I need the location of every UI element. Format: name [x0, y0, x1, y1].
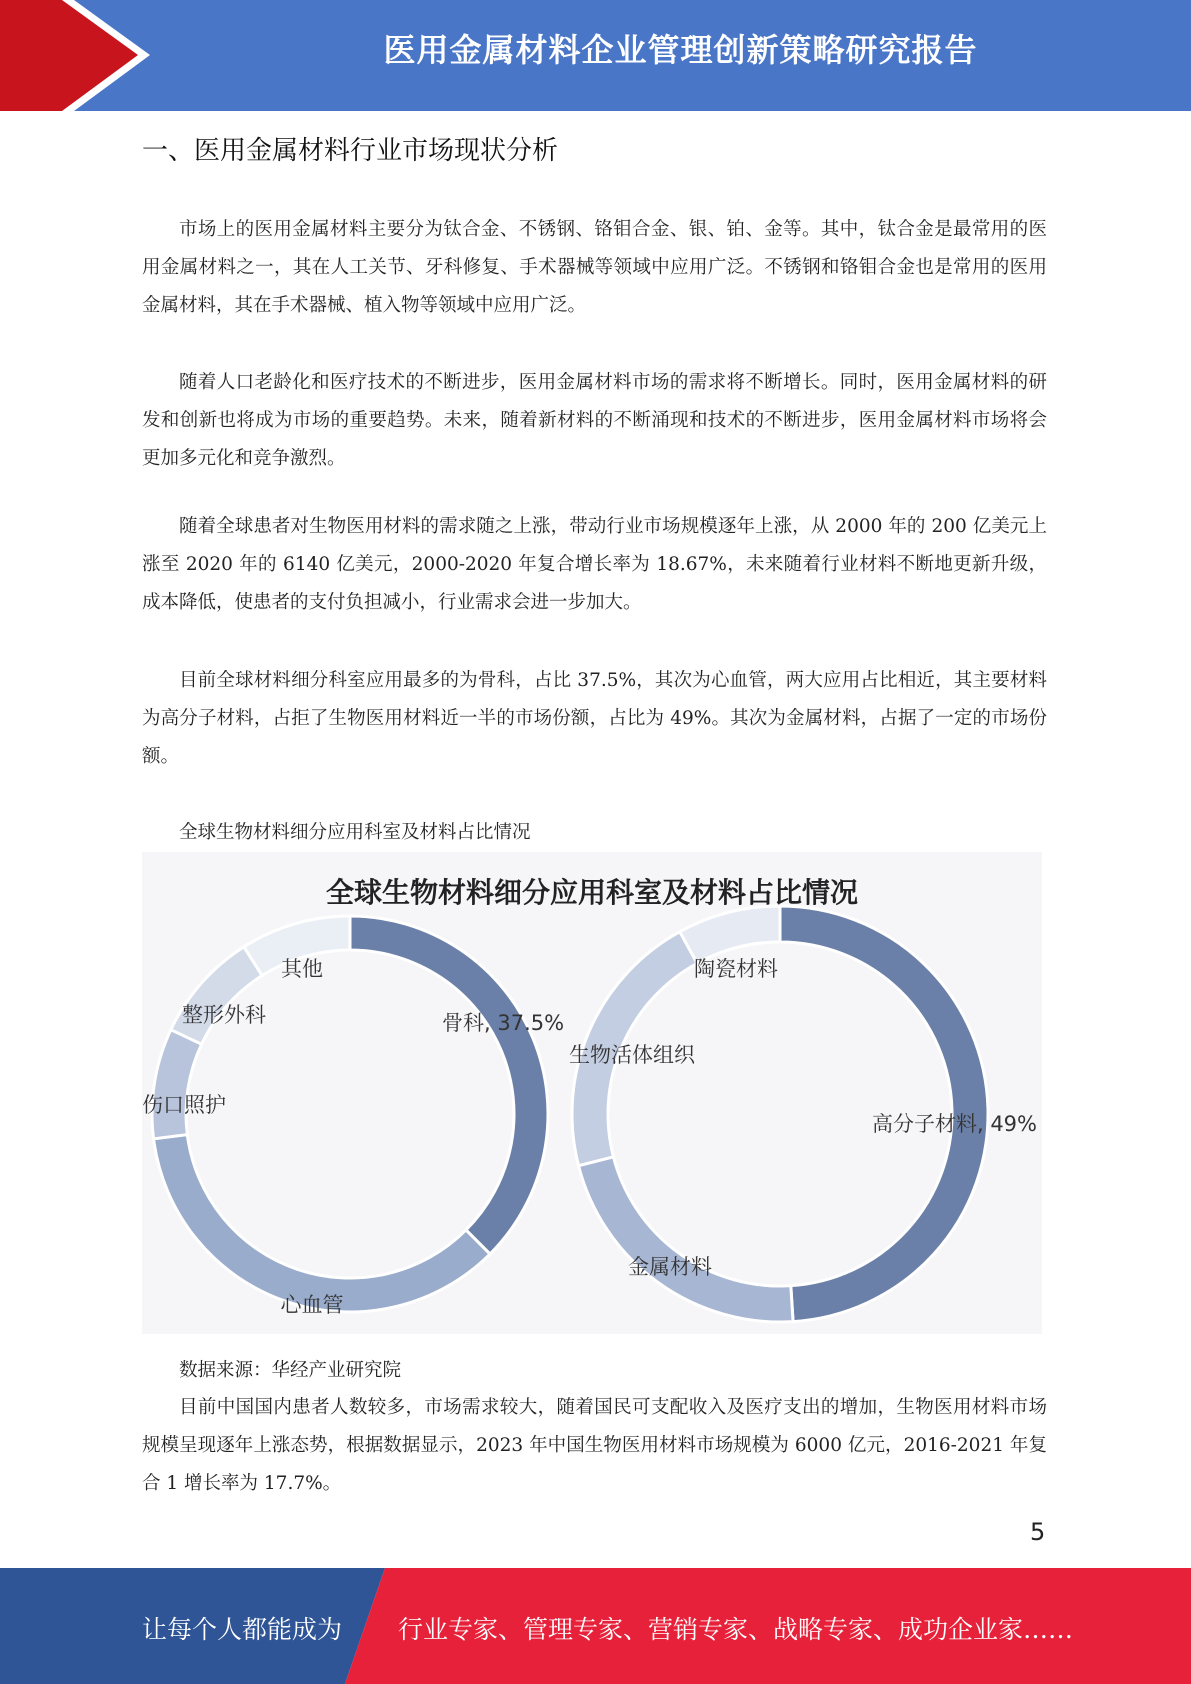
paragraph-4: 目前全球材料细分科室应用最多的为骨科，占比 37.5%，其次为心血管，两大应用占比相近，其主要材料为高分子材料，占拒了生物医用材料近一半的市场份额，占比为 49%。其次为金属材料，占据了一定的市场份额。	[142, 670, 1047, 767]
donut-1-label-5: 其他	[281, 957, 323, 981]
donut-1-label-2: 心血管	[280, 1293, 344, 1317]
donut-2-slice-4	[680, 906, 780, 963]
donut-1-label-4: 整形外科	[182, 1003, 266, 1027]
paragraph-3: 随着全球患者对生物医用材料的需求随之上涨，带动行业市场规模逐年上涨，从 2000 年的 200 亿美元上涨至 2020 年的 6140 亿美元，2000-2020 年复合增长率为 18.67%，未来随着行业材料不断地更新升级，成本降低，使患者的支付负担减小，行业需求会进一步加大。	[142, 516, 1047, 613]
donut-chart-figure	[142, 852, 1042, 1334]
page-number: 5	[1030, 1518, 1046, 1546]
chart-caption: 全球生物材料细分应用科室及材料占比情况	[179, 822, 531, 843]
donut-1-slice-4	[171, 947, 262, 1044]
donut-charts	[142, 852, 1042, 1334]
donut-2-label-1: 高分子材料, 49%	[871, 1112, 1037, 1136]
header-bar	[0, 0, 1191, 111]
donut-2-label-2: 金属材料	[628, 1255, 712, 1279]
donut-2-label-3: 生物活体组织	[569, 1043, 695, 1067]
report-title: 医用金属材料企业管理创新策略研究报告	[383, 31, 978, 69]
data-source: 数据来源：华经产业研究院	[179, 1360, 402, 1381]
donut-2-slice-2	[579, 1157, 794, 1322]
section-heading: 一、医用金属材料行业市场现状分析	[142, 136, 559, 166]
paragraph-2: 随着人口老龄化和医疗技术的不断进步，医用金属材料市场的需求将不断增长。同时，医用金属材料的研发和创新也将成为市场的重要趋势。未来，随着新材料的不断涌现和技术的不断进步，医用金属材料市场将会更加多元化和竞争激烈。	[142, 372, 1047, 469]
chart-title: 全球生物材料细分应用科室及材料占比情况	[325, 876, 859, 909]
footer-banner	[0, 1568, 1191, 1684]
donut-1-slice-2	[154, 1135, 490, 1312]
donut-2-label-4: 陶瓷材料	[694, 957, 778, 981]
donut-1-slice-3	[152, 1030, 202, 1139]
header-chevron-decoration	[0, 0, 160, 111]
donut-1-label-1: 骨科, 37.5%	[442, 1011, 565, 1035]
paragraph-1: 市场上的医用金属材料主要分为钛合金、不锈钢、铬钼合金、银、铂、金等。其中，钛合金是最常用的医用金属材料之一，其在人工关节、牙科修复、手术器械等领域中应用广泛。不锈钢和铬钼合金也是常用的医用金属材料，其在手术器械、植入物等领域中应用广泛。	[142, 219, 1047, 316]
footer-slogan-left: 让每个人都能成为	[142, 1615, 343, 1644]
donut-1-label-3: 伤口照护	[142, 1093, 226, 1117]
donut-1-slice-1	[350, 916, 548, 1254]
footer-slogan-right: 行业专家、管理专家、营销专家、战略专家、成功企业家……	[398, 1615, 1074, 1644]
paragraph-5: 目前中国国内患者人数较多，市场需求较大，随着国民可支配收入及医疗支出的增加，生物医用材料市场规模呈现逐年上涨态势，根据数据显示，2023 年中国生物医用材料市场规模为 6000 亿元，2016-2021 年复合 1 增长率为 17.7%。	[142, 1397, 1047, 1494]
